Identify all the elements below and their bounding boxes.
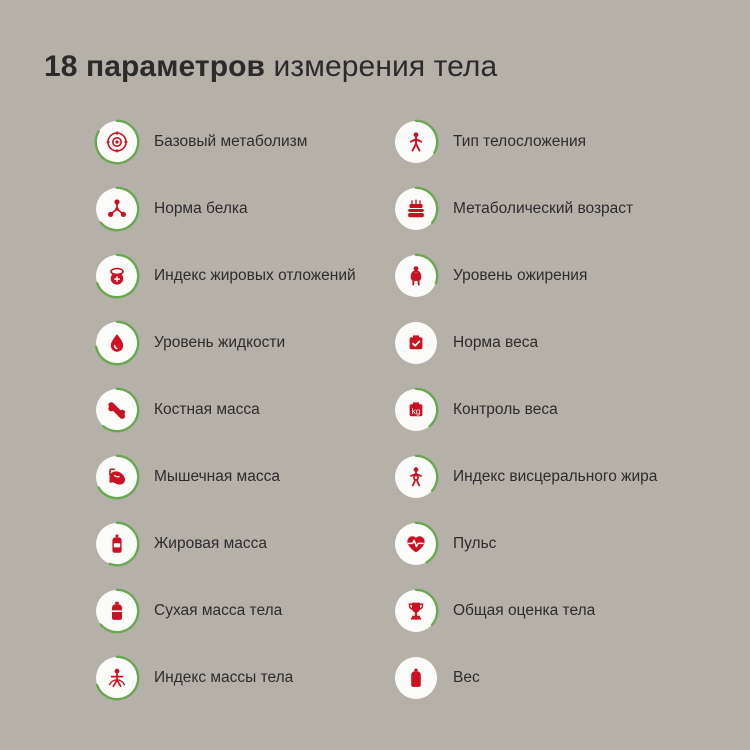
parameter-item bbox=[96, 175, 375, 242]
parameter-item bbox=[395, 108, 750, 175]
parameter-badge bbox=[395, 389, 437, 431]
parameter-badge bbox=[96, 657, 138, 699]
parameter-badge bbox=[395, 523, 437, 565]
obesity-level-icon bbox=[404, 264, 428, 288]
heart-pulse-icon bbox=[404, 532, 428, 556]
body-fat-index-icon bbox=[105, 264, 129, 288]
parameters-column-right bbox=[375, 108, 750, 711]
parameter-item bbox=[96, 577, 375, 644]
parameter-label: Базовый метаболизм bbox=[154, 133, 308, 150]
page-title-light: измерения тела bbox=[265, 50, 498, 83]
parameter-label: Метаболический возраст bbox=[453, 200, 634, 217]
parameter-item bbox=[395, 644, 750, 711]
parameter-label: Индекс массы тела bbox=[154, 669, 294, 686]
page-title-strong: 18 параметров bbox=[44, 50, 266, 83]
parameter-label: Норма белка bbox=[154, 200, 248, 217]
parameter-label: Тип телосложения bbox=[453, 133, 587, 150]
parameter-item bbox=[395, 175, 750, 242]
parameter-item bbox=[96, 309, 375, 376]
parameter-item bbox=[96, 443, 375, 510]
parameters-column-left bbox=[0, 108, 375, 711]
parameter-label: Пульс bbox=[453, 535, 497, 552]
parameter-label: Вес bbox=[453, 669, 480, 686]
body-score-trophy-icon bbox=[404, 599, 428, 623]
parameter-item bbox=[395, 510, 750, 577]
parameter-badge bbox=[395, 121, 437, 163]
parameter-label: Индекс висцерального жира bbox=[453, 468, 658, 485]
water-drop-icon bbox=[105, 331, 129, 355]
weight-control-icon bbox=[404, 398, 428, 422]
parameter-badge bbox=[96, 389, 138, 431]
parameter-badge bbox=[395, 456, 437, 498]
parameter-label: Костная масса bbox=[154, 401, 260, 418]
parameter-item bbox=[395, 443, 750, 510]
parameter-badge bbox=[96, 188, 138, 230]
parameter-badge bbox=[96, 255, 138, 297]
parameter-badge bbox=[96, 456, 138, 498]
parameter-item bbox=[395, 577, 750, 644]
parameter-badge bbox=[395, 322, 437, 364]
parameter-label: Мышечная масса bbox=[154, 468, 280, 485]
body-mass-index-icon bbox=[105, 666, 129, 690]
page-title bbox=[44, 48, 497, 86]
parameter-item bbox=[96, 376, 375, 443]
parameter-item bbox=[395, 376, 750, 443]
parameter-label: Жировая масса bbox=[154, 535, 267, 552]
parameter-label: Уровень ожирения bbox=[453, 267, 588, 284]
parameter-label: Индекс жировых отложений bbox=[154, 267, 356, 284]
parameter-item bbox=[96, 644, 375, 711]
lean-body-mass-icon bbox=[105, 599, 129, 623]
metabolism-icon bbox=[105, 130, 129, 154]
muscle-arm-icon bbox=[105, 465, 129, 489]
parameter-badge bbox=[96, 590, 138, 632]
parameter-label: Норма веса bbox=[453, 334, 539, 351]
protein-molecule-icon bbox=[105, 197, 129, 221]
parameter-badge bbox=[395, 255, 437, 297]
visceral-fat-icon bbox=[404, 465, 428, 489]
parameter-label: Сухая масса тела bbox=[154, 602, 283, 619]
parameter-item bbox=[96, 108, 375, 175]
parameter-label: Контроль веса bbox=[453, 401, 558, 418]
parameters-columns bbox=[0, 108, 750, 711]
parameter-badge bbox=[96, 322, 138, 364]
weight-norm-icon bbox=[404, 331, 428, 355]
metabolic-age-cake-icon bbox=[404, 197, 428, 221]
parameter-item bbox=[96, 242, 375, 309]
parameter-item bbox=[395, 242, 750, 309]
parameter-badge bbox=[395, 657, 437, 699]
parameter-badge bbox=[395, 188, 437, 230]
parameter-badge bbox=[395, 590, 437, 632]
parameter-item bbox=[96, 510, 375, 577]
parameter-item bbox=[395, 309, 750, 376]
body-type-icon bbox=[404, 130, 428, 154]
parameter-label: Уровень жидкости bbox=[154, 334, 286, 351]
weight-icon bbox=[404, 666, 428, 690]
svg-text:kg: kg bbox=[411, 405, 421, 416]
parameter-label: Общая оценка тела bbox=[453, 602, 596, 619]
bone-icon bbox=[105, 398, 129, 422]
fat-mass-jar-icon bbox=[105, 532, 129, 556]
parameter-badge bbox=[96, 523, 138, 565]
parameter-badge bbox=[96, 121, 138, 163]
